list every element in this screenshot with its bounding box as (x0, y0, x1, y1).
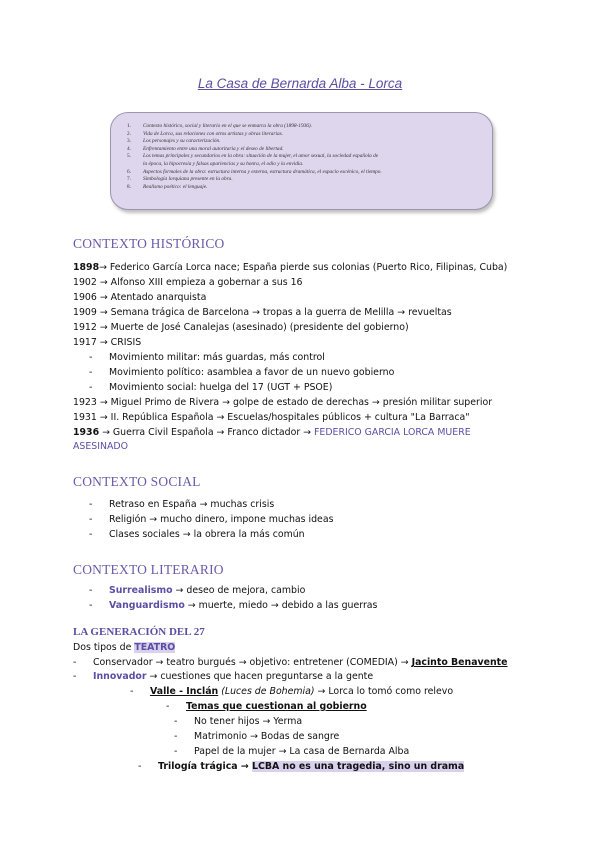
index-item: 1. Contexto histórico, social y literario en el que se enmarca la obra (1898-1936). (127, 123, 312, 129)
list-item: - Conservador → teatro burgués → objetivo: entretener (COMEDIA) → Jacinto Benavente (73, 657, 508, 668)
history-line-1906: 1906 → Atentado anarquista (73, 292, 207, 303)
history-line-1898: 1898→ Federico García Lorca nace; España pierde sus colonias (Puerto Rico, Filipinas, Cuba) (73, 262, 508, 273)
dos-tipos-line: Dos tipos de TEATRO (73, 642, 176, 653)
list-item: - Retraso en España → muchas crisis (89, 499, 275, 510)
heading-contexto-literario: CONTEXTO LITERARIO (73, 562, 224, 577)
heading-contexto-historico: CONTEXTO HISTÓRICO (73, 236, 225, 251)
history-line-1917: 1917 → CRISIS (73, 337, 142, 348)
index-item: 8. Realismo poético: el lenguaje. (127, 183, 208, 190)
list-item: - Vanguardismo → muerte, miedo → debido a las guerras (89, 600, 378, 611)
list-item: - Trilogía trágica → LCBA no es una tragedia, sino un drama (138, 761, 465, 772)
index-item: 6. Aspectos formales de la obra: estructura interna y externa, estructura dramática, el espacio escénico, el tiempo. (127, 168, 382, 175)
list-item: - Matrimonio → Bodas de sangre (174, 731, 340, 742)
index-list (127, 123, 480, 191)
history-line-1909: 1909 → Semana trágica de Barcelona → tropas a la guerra de Melilla → revueltas (73, 307, 452, 318)
heading-contexto-social: CONTEXTO SOCIAL (73, 474, 201, 489)
index-item: 3. Los personajes y su caracterización. (127, 138, 221, 145)
index-item: 5. Los temas principales y secundarios en la obra: situación de la mujer, el amor sexual, la sociedad española de (127, 153, 379, 160)
list-item: - Religión → mucho dinero, impone muchas ideas (89, 514, 334, 525)
list-item: - Valle - Inclán (Luces de Bohemia) → Lorca lo tomó como relevo (130, 686, 454, 697)
history-line-1902: 1902 → Alfonso XIII empieza a gobernar a sus 16 (73, 277, 303, 288)
history-line-1936-cont: ASESINADO (73, 441, 129, 452)
list-item: - Clases sociales → la obrera la más común (89, 529, 305, 540)
document-title: La Casa de Bernarda Alba - Lorca (197, 76, 403, 91)
list-item: - No tener hijos → Yerma (174, 716, 303, 727)
history-line-1923: 1923 → Miguel Primo de Rivera → golpe de estado de derechas → presión militar superior (73, 397, 493, 408)
index-box (110, 112, 493, 210)
list-item: - Papel de la mujer → La casa de Bernarda Alba (174, 746, 410, 757)
list-item: - Movimiento militar: más guardas, más control (89, 352, 325, 363)
index-item: 2. Vida de Lorca, sus relaciones con otros artistas y obras literarias. (127, 130, 283, 137)
list-item: - Movimiento político: asamblea a favor de un nuevo gobierno (89, 367, 395, 378)
index-item: 7. Simbología lorquiana presente en la obra. (127, 176, 233, 183)
list-item: - Innovador → cuestiones que hacen preguntarse a la gente (73, 671, 374, 682)
index-item: 4. Enfrentamiento entre una moral autoritaria y el deseo de libertad. (127, 145, 284, 152)
history-line-1931: 1931 → II. República Española → Escuelas/hospitales públicos + cultura "La Barraca" (73, 412, 470, 423)
index-item: la época, la hipocresía y falsas apariencias y su honra, el odio y la envidia. (143, 160, 304, 167)
history-line-1912: 1912 → Muerte de José Canalejas (asesinado) (presidente del gobierno) (73, 322, 409, 333)
list-item: - Surrealismo → deseo de mejora, cambio (89, 585, 306, 596)
heading-generacion-27: LA GENERACIÓN DEL 27 (73, 626, 205, 638)
history-line-1936: 1936 → Guerra Civil Española → Franco dictador → FEDERICO GARCIA LORCA MUERE (73, 427, 471, 438)
list-item: - Temas que cuestionan al gobierno (166, 701, 367, 712)
list-item: - Movimiento social: huelga del 17 (UGT + PSOE) (89, 382, 333, 393)
